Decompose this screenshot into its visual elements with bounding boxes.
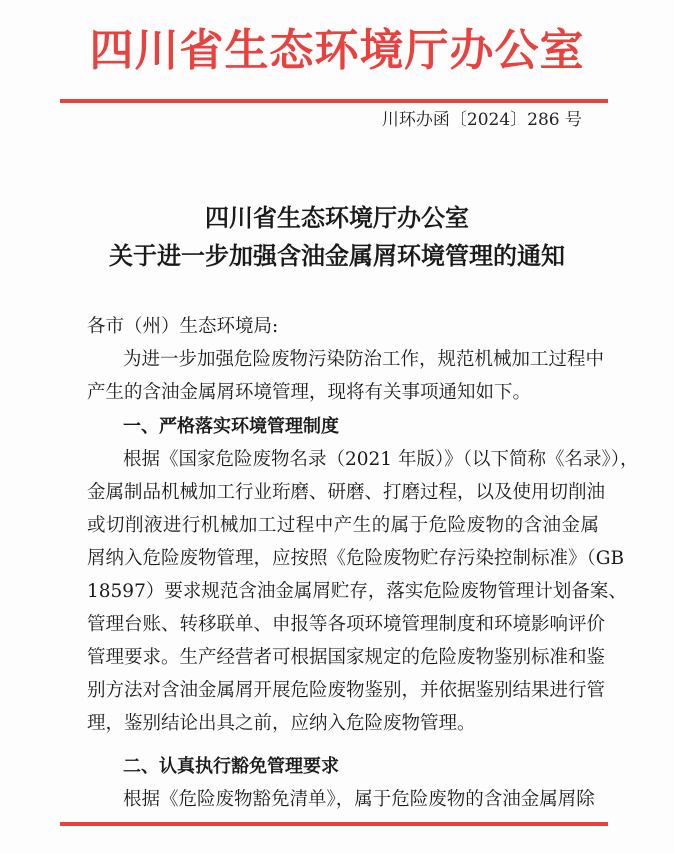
intro-line: 为进一步加强危险废物污染防治工作，规范机械加工过程中 xyxy=(123,349,605,370)
body-line: 根据《国家危险废物名录（2021 年版）》（以下简称《名录》）， xyxy=(123,449,639,470)
document-title-line-1: 四川省生态环境厅办公室 xyxy=(205,204,469,232)
footer-red-rule xyxy=(60,822,608,826)
section-heading-2: 二、认真执行豁免管理要求 xyxy=(123,756,339,777)
document-number: 川环办函〔2024〕286 号 xyxy=(381,110,582,130)
body-line: 管理台账、转移联单、申报等各项环境管理制度和环境影响评价 xyxy=(87,614,606,635)
document-title-line-2: 关于进一步加强含油金属屑环境管理的通知 xyxy=(109,242,565,270)
body-line: 屑纳入危险废物管理，应按照《危险废物贮存污染控制标准》（GB xyxy=(87,548,625,569)
body-line: 或切削液进行机械加工过程中产生的属于危险废物的含油金属 xyxy=(87,515,599,536)
salutation: 各市（州）生态环境局: xyxy=(87,316,279,337)
intro-line: 产生的含油金属屑环境管理，现将有关事项通知如下。 xyxy=(87,382,532,403)
body-line: 管理要求。生产经营者可根据国家规定的危险废物鉴别标准和鉴 xyxy=(87,647,606,668)
body-line: 理，鉴别结论出具之前，应纳入危险废物管理。 xyxy=(87,713,476,734)
body-line: 根据《危险废物豁免清单》，属于危险废物的含油金属屑除 xyxy=(123,789,595,810)
body-line: 金属制品机械加工行业珩磨、研磨、打磨过程，以及使用切削油 xyxy=(87,482,606,503)
organization-header: 四川省生态环境厅办公室 xyxy=(89,25,585,76)
body-line: 别方法对含油金属屑开展危险废物鉴别，并依据鉴别结果进行管 xyxy=(87,680,606,701)
section-heading-1: 一、严格落实环境管理制度 xyxy=(123,416,339,437)
body-line: 18597）要求规范含油金属屑贮存，落实危险废物管理计划备案、 xyxy=(87,581,627,602)
header-red-rule xyxy=(60,99,608,103)
